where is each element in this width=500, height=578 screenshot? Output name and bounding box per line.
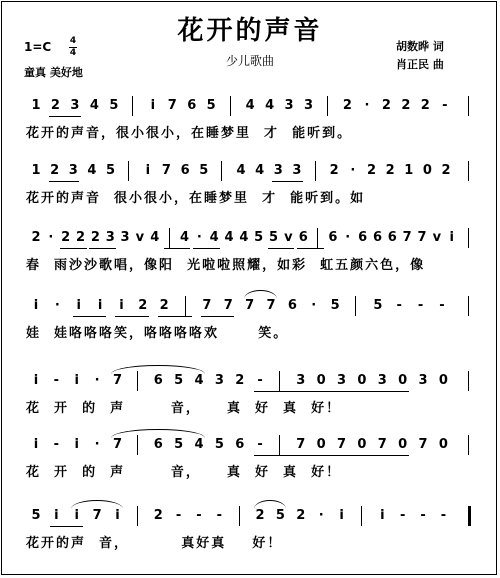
note: 3 [68, 163, 78, 178]
note: i [449, 230, 454, 245]
breath-mark: v [135, 230, 145, 245]
note: 1 [31, 98, 41, 113]
note: 4 [224, 230, 234, 245]
note: i [97, 298, 103, 313]
note: 3 [304, 98, 314, 113]
note: 6 [328, 230, 338, 245]
score-frame [1, 1, 497, 575]
note: i [74, 508, 79, 523]
note: · [196, 230, 202, 245]
note-row [0, 230, 500, 252]
note: - [399, 508, 406, 523]
note: 3 [70, 98, 80, 113]
note: 3 [292, 163, 302, 178]
note: 4 [194, 373, 204, 388]
key-signature: 1=C [24, 40, 52, 54]
note: 0 [398, 437, 408, 452]
note: 3 [377, 373, 387, 388]
breath-mark: v [432, 230, 442, 245]
note: 2 [50, 98, 60, 113]
note: 0 [316, 437, 326, 452]
note: 6 [387, 230, 397, 245]
bar-line [169, 228, 170, 248]
bar-line [468, 435, 469, 455]
note: 2 [385, 163, 395, 178]
composer-credit: 肖正民 曲 [396, 58, 444, 71]
note: 2 [420, 98, 430, 113]
note: i [150, 98, 156, 113]
lyric-line: 花开的声 音， 真好真 好！ [26, 536, 283, 551]
bar-line [468, 228, 469, 248]
bar-line [128, 161, 129, 181]
note: 4 [194, 437, 204, 452]
note: - [420, 508, 426, 523]
note: 2 [381, 98, 391, 113]
bar-line [137, 371, 138, 391]
note: 3 [337, 373, 347, 388]
note: 1 [31, 163, 41, 178]
note: 1 [404, 163, 414, 178]
beam-underline [193, 248, 220, 249]
note: 5 [31, 508, 41, 523]
lyric-line: 春 雨沙沙歌唱，像阳 光啦啦照耀，如彩 虹五颜六色，像 [26, 258, 426, 273]
note: 3 [273, 163, 283, 178]
note: 4 [150, 230, 160, 245]
note-row [0, 98, 500, 120]
note: 4 [209, 230, 219, 245]
note: 5 [109, 98, 119, 113]
note: i [33, 373, 39, 388]
note: 5 [373, 298, 383, 313]
beam-underline [254, 455, 409, 456]
note: 7 [202, 298, 212, 313]
note: 4 [87, 163, 97, 178]
beam-underline [254, 391, 409, 392]
note: 2 [31, 230, 41, 245]
note: 5 [330, 298, 340, 313]
note: 2 [153, 508, 163, 523]
note: 5 [206, 98, 216, 113]
bar-line [468, 161, 469, 181]
beam-underline [272, 181, 303, 182]
note: 7 [377, 437, 387, 452]
bar-line [137, 435, 138, 455]
beam-underline [268, 248, 295, 249]
note: 0 [422, 163, 432, 178]
note: 3 [214, 373, 224, 388]
note: 5 [174, 373, 184, 388]
note: 7 [417, 230, 427, 245]
note: · [94, 373, 100, 388]
note: 7 [266, 298, 276, 313]
lyric-line: 花开的声音 很小很小，在睡梦里 才 能听到。如 [26, 191, 366, 206]
note: 4 [255, 163, 265, 178]
note: 4 [179, 230, 189, 245]
tempo-marking: 童真 美好地 [24, 66, 83, 79]
note: - [175, 508, 182, 523]
note-row [0, 163, 500, 185]
note: 6 [235, 437, 245, 452]
note: - [196, 508, 202, 523]
note: 7 [112, 437, 122, 452]
bar-line [468, 296, 469, 316]
note: 0 [357, 437, 367, 452]
note: 6 [372, 230, 382, 245]
note: i [33, 437, 39, 452]
note: · [48, 230, 54, 245]
beam-underline [115, 316, 148, 317]
note: 0 [398, 373, 408, 388]
lyricist-credit: 胡数晔 词 [396, 40, 444, 53]
note: - [396, 298, 402, 313]
note: 2 [61, 230, 71, 245]
note: 4 [245, 98, 255, 113]
note: i [74, 373, 79, 388]
note-row [0, 298, 500, 320]
note: 6 [153, 373, 163, 388]
note: 7 [337, 437, 347, 452]
lyric-line: 花开的声音，很小很小，在睡梦里 才 能听到。 [26, 126, 353, 141]
note: 2 [50, 163, 60, 178]
note: 6 [358, 230, 368, 245]
note: 6 [153, 437, 163, 452]
final-bar-line [468, 506, 471, 526]
bar-line [132, 96, 133, 116]
lyric-line: 花 开 的 声 音， 真 好 真 好！ [26, 401, 342, 416]
note: 7 [402, 230, 412, 245]
note: · [54, 298, 60, 313]
bar-line [355, 296, 356, 316]
bar-line [468, 96, 469, 116]
note: · [350, 163, 356, 178]
note: 6 [287, 298, 297, 313]
note: 5 [214, 437, 224, 452]
note: 5 [106, 163, 116, 178]
note: 6 [187, 98, 197, 113]
bar-line [230, 96, 231, 116]
note: 0 [357, 373, 367, 388]
note: · [311, 298, 317, 313]
bar-line [239, 506, 240, 526]
bar-line [221, 161, 222, 181]
note: 7 [223, 298, 233, 313]
note: i [33, 298, 39, 313]
note: 7 [245, 298, 255, 313]
note: 0 [438, 437, 448, 452]
note: 7 [296, 437, 306, 452]
beam-underline [297, 248, 324, 249]
beam-underline [49, 181, 80, 182]
lyric-line: 娃 娃咯咯咯笑，咯咯咯咯欢 笑。 [26, 326, 289, 341]
note-row [0, 508, 500, 530]
bar-line [137, 506, 138, 526]
note: 7 [167, 98, 177, 113]
note: 2 [401, 98, 411, 113]
note: 0 [438, 373, 448, 388]
note: 5 [269, 230, 279, 245]
note: 2 [255, 508, 265, 523]
note: 6 [298, 230, 308, 245]
note: 7 [92, 508, 102, 523]
note: i [74, 437, 79, 452]
bar-line [315, 161, 316, 181]
beam-underline [60, 248, 87, 249]
note: 2 [329, 163, 339, 178]
note: 5 [174, 437, 184, 452]
note: - [257, 373, 263, 388]
note: 4 [239, 230, 249, 245]
bar-line [185, 296, 186, 316]
note: · [94, 437, 100, 452]
beam-underline [158, 316, 191, 317]
beam-underline [89, 248, 116, 249]
note: 2 [342, 98, 352, 113]
note: - [439, 298, 445, 313]
bar-line [279, 371, 280, 391]
note: 4 [89, 98, 99, 113]
note: 2 [76, 230, 86, 245]
bar-line [279, 435, 280, 455]
note: 2 [159, 298, 169, 313]
note: - [440, 508, 447, 523]
note: i [339, 508, 344, 523]
note: i [54, 508, 59, 523]
note: 2 [366, 163, 376, 178]
note: 2 [235, 373, 245, 388]
note: 5 [199, 163, 209, 178]
note: 3 [296, 373, 306, 388]
time-signature-bottom: 4 [69, 48, 77, 58]
note: - [53, 373, 60, 388]
time-signature-top: 4 [69, 36, 77, 46]
note: 7 [161, 163, 171, 178]
note: - [257, 437, 263, 452]
note: i [76, 298, 81, 313]
note: - [53, 437, 60, 452]
note: 7 [112, 373, 122, 388]
note: 3 [284, 98, 294, 113]
note: 0 [316, 373, 326, 388]
note: 3 [418, 373, 428, 388]
note: 5 [254, 230, 264, 245]
note: i [380, 508, 385, 523]
beam-underline [50, 526, 82, 527]
beam-underline [49, 116, 80, 117]
note: 3 [120, 230, 130, 245]
beam-underline [164, 248, 191, 249]
note: - [442, 98, 448, 113]
note: 2 [441, 163, 451, 178]
note: · [364, 98, 370, 113]
note: - [216, 508, 223, 523]
note: 4 [265, 98, 275, 113]
beam-underline [201, 316, 234, 317]
note: 3 [105, 230, 115, 245]
lyric-line: 花 开 的 声 音， 真 好 真 好！ [26, 465, 342, 480]
beam-underline [73, 316, 106, 317]
breath-mark: v [284, 230, 293, 245]
note: 2 [296, 508, 306, 523]
note: i [145, 163, 151, 178]
note: · [345, 230, 351, 245]
note: i [115, 508, 120, 523]
song-subtitle: 少儿歌曲 [225, 54, 274, 68]
bar-line [361, 506, 362, 526]
note: - [417, 298, 424, 313]
note: 2 [138, 298, 148, 313]
note: 7 [418, 437, 428, 452]
note-row [0, 373, 500, 395]
bar-line [317, 228, 318, 248]
song-title: 花开的声音 [177, 16, 323, 46]
bar-line [468, 371, 469, 391]
note: 4 [236, 163, 246, 178]
note: · [318, 508, 324, 523]
note: 2 [90, 230, 100, 245]
note: i [119, 298, 124, 313]
bar-line [327, 96, 328, 116]
note: 5 [275, 508, 285, 523]
note-row [0, 437, 500, 459]
note: 6 [180, 163, 190, 178]
